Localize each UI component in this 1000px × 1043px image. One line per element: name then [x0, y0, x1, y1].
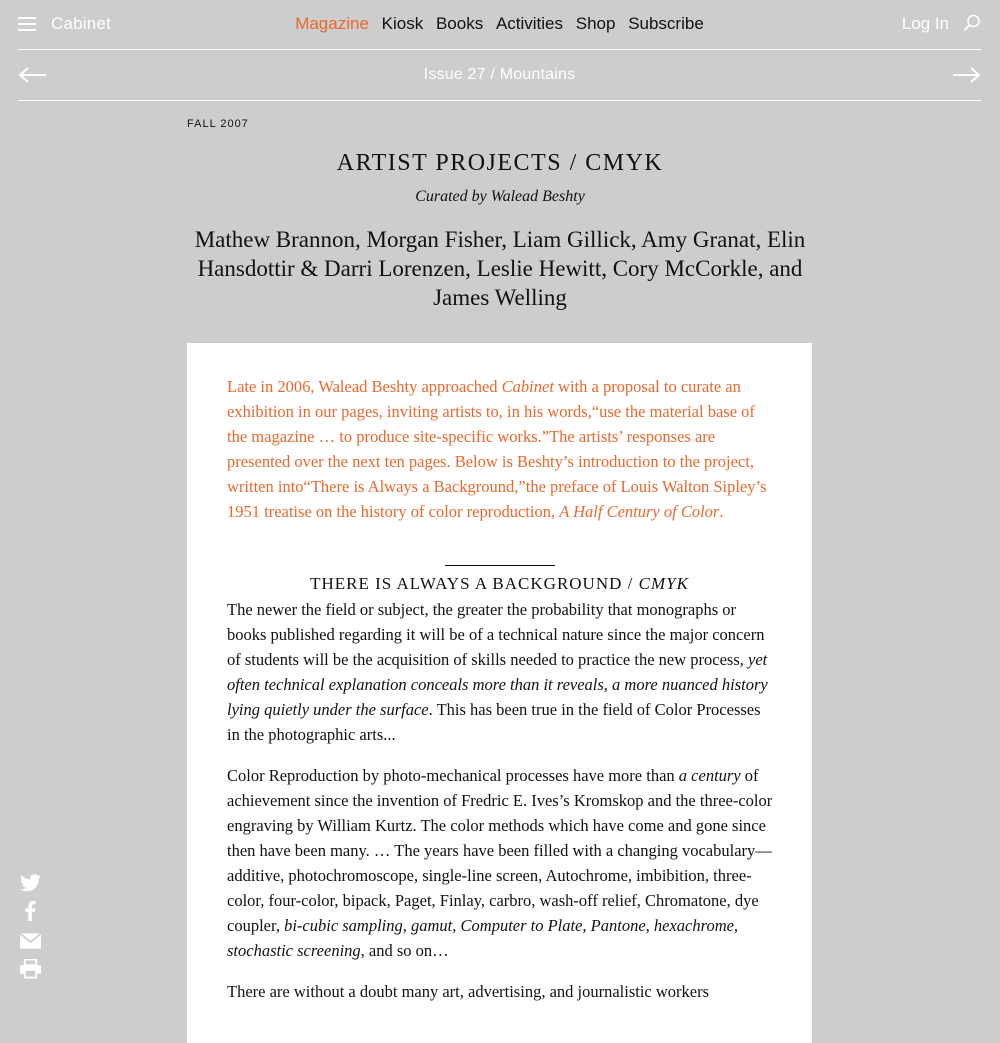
nav-kiosk[interactable]: Kiosk	[381, 14, 424, 33]
body-paragraph: Color Reproduction by photo-mechanical processes have more than a century of achievement since the invention of Fredric E. Ives’s Kromskop and the three-color engraving by William Kurtz. The color methods which have come and gone since then have been many. … The years have been filled with a changing vocabulary—additive, photochromoscope, single-line screen, Autochrome, imbibition, three-color, four-color, bipack, Paget, Finlay, carbro, wash-off relief, Chromatone, dye coupler, bi-cubic sampling, gamut, Computer to Plate, Pantone, hexachrome, stochastic screening, and so on…	[227, 766, 773, 960]
top-nav	[18, 0, 981, 50]
next-arrow-icon[interactable]	[953, 66, 981, 84]
curator-line: Curated by Walead Beshty	[415, 188, 585, 205]
artist-list: Mathew Brannon, Morgan Fisher, Liam Gillick, Amy Granat, Elin Hansdottir & Darri Lorenzen, Leslie Hewitt, Cory McCorkle, and James Welling	[194, 227, 806, 310]
body-paragraph: There are without a doubt many art, advertising, and journalistic workers	[227, 982, 710, 1001]
issue-season: FALL 2007	[187, 118, 249, 130]
email-icon[interactable]	[20, 931, 41, 951]
nav-shop[interactable]: Shop	[575, 14, 616, 33]
divider	[445, 565, 555, 566]
issue-title[interactable]: Issue 27 / Mountains	[423, 66, 576, 83]
issue-nav	[18, 50, 981, 101]
twitter-icon[interactable]	[20, 873, 41, 893]
nav-books[interactable]: Books	[435, 14, 484, 33]
login-link[interactable]: Log In	[901, 14, 949, 33]
article-card	[187, 343, 812, 1043]
print-icon[interactable]	[20, 959, 41, 979]
facebook-icon[interactable]	[20, 901, 41, 921]
nav-subscribe[interactable]: Subscribe	[628, 14, 704, 33]
body-paragraph: The newer the field or subject, the greater the probability that monographs or books published regarding it will be of a technical nature since the major concern of students will be the acquisition of skills needed to practice the new process, yet often technical explanation conceals more than it reveals, a more nuanced history lying quietly under the surface. This has been true in the field of Color Processes in the photographic arts...	[227, 600, 768, 744]
intro-paragraph: Late in 2006, Walead Beshty approached Cabinet with a proposal to curate an exhibition in our pages, inviting artists to, in his words,“use the material base of the magazine … to produce site-specific works.”The artists’ responses are presented over the next ten pages. Below is Beshty’s introduction to the project, written into“There is Always a Background,”the preface of Louis Walton Sipley’s 1951 treatise on the history of color reproduction, A Half Century of Color.	[227, 377, 767, 521]
main-nav	[18, 14, 981, 34]
essay-heading: THERE IS ALWAYS A BACKGROUND / CMYK	[310, 574, 689, 593]
nav-magazine[interactable]: Magazine	[295, 14, 369, 33]
search-icon[interactable]	[963, 14, 981, 32]
brand-link[interactable]: Cabinet	[51, 14, 111, 33]
nav-activities[interactable]: Activities	[495, 14, 564, 33]
section-title: ARTIST PROJECTS / CMYK	[336, 150, 664, 176]
